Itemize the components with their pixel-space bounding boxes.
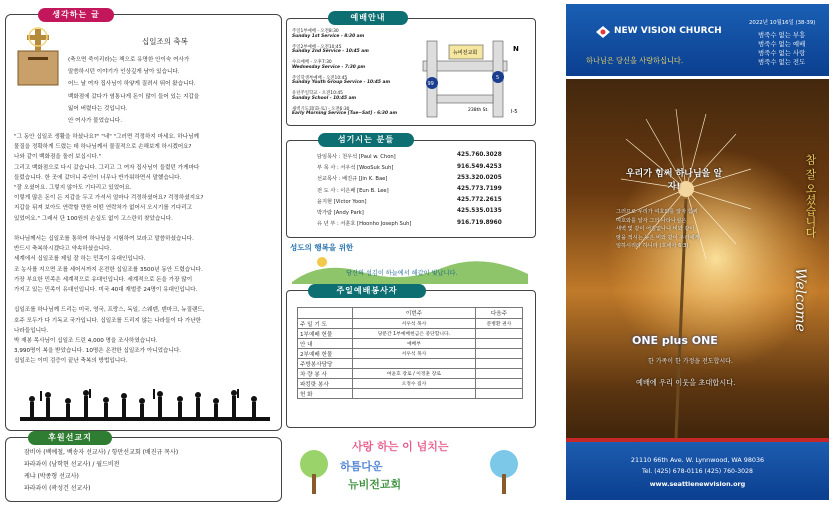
essay-line: 반드시 축복하시겠다고 약속하셨습니다. (14, 246, 112, 253)
essay-box (5, 14, 282, 431)
volunteer-next-week (475, 329, 522, 339)
svg-text:99: 99 (427, 81, 434, 87)
essay-line: 하나님께서는 십일조를 통하여 하나님을 시험하여 보라고 말씀하셨습니다. (14, 236, 194, 242)
compass-north: N (513, 45, 519, 53)
service-ko: 주일1부예배 - 오전8:30 (292, 29, 339, 34)
essay-line: 3,990명이 복을 받았습니다. 10명은 온전한 십일조가 아니었습니다. (14, 348, 182, 355)
bulletin-cover (566, 4, 829, 500)
mission-item: 잠비아 (백예철, 백송자 선교사) / 항만선교회 (배진규 목사) (24, 449, 179, 456)
church-map (413, 31, 531, 123)
staff-name: 전 도 사 : 이은배 [Eun B. Lee] (317, 187, 389, 194)
cover-vertical-ko: 참 잘 오셨습니다 (804, 154, 817, 238)
banner-line1: 성도의 행복을 위한 (290, 243, 354, 252)
essay-line: 세계에서 십일조를 제일 잘 하는 민족이 유대인입니다. (14, 256, 146, 263)
volunteer-next-week (475, 339, 522, 349)
worship-box (286, 18, 536, 126)
service-ko: 새벽기도회[화-토] - 오전6:30 (292, 106, 350, 112)
staff-phone: 425.773.7199 (457, 186, 502, 192)
table-row (298, 369, 523, 379)
table-header-row (298, 308, 523, 319)
staff-name: 윤지현 [Victor Yoon] (317, 198, 367, 205)
essay-line: "잘 오셨어요. 그렇지 않아도 기다리고 있었어요. (14, 185, 132, 191)
volunteer-role: 1부예배 헌물 (298, 329, 353, 339)
volunteer-this-week: 당분간 1부예배헌금은 중단합니다. (353, 329, 476, 339)
staff-name: 담임목사 : 천우석 [Paul w. Chon] (317, 154, 396, 160)
volunteer-next-week (475, 349, 522, 359)
volunteer-next-week (475, 359, 522, 369)
essay-line: 있었어요." 그래서 단 100원의 손실도 없이 고스란히 찾았습니다. (14, 215, 173, 222)
staff-name: 선교목사 : 배진규 [Jin K. Bae] (317, 176, 388, 183)
volunteer-this-week: 오정수 집사 (353, 379, 476, 389)
worship-ribbon: 예배안내 (328, 11, 408, 25)
service-ko: 주일2부예배 - 오전10:45 (292, 44, 342, 50)
verse-line: 그러므로 우리가 여호와를 알자 힘써 (616, 209, 698, 215)
service-en: Early Morning Service [Tue~Sat] - 6:30 am (292, 111, 398, 116)
essay-line: 호주 모두가 다 기독교 국가입니다. 십일조를 드리지 않는 나라들이 다 가난한 (14, 317, 202, 324)
verse-line: 임하시리라 하니라 (호세아 6:3) (616, 243, 689, 250)
volunteer-table (297, 307, 523, 399)
essay-line: 십일조를 하나님께 드리는 미국, 영국, 프랑스, 독일, 스웨덴, 덴마크, 뉴질랜드, (14, 307, 205, 314)
logo-tree-right (484, 446, 524, 496)
essay-line: 지갑을 뒤져 보아도 연락할 만한 어떤 연락처가 없어서 오시기를 기다리고 (14, 205, 193, 212)
essay-line: 가장 부요한 민족은 세계적으로 유대인입니다. 세계적으로 돈을 가장 많이 (14, 276, 193, 283)
essay-line: 안 여사가 물었습니다. (68, 118, 122, 124)
table-row (298, 339, 523, 349)
volunteer-role: 2부예배 헌물 (298, 349, 353, 359)
cover-vertical-en: Welcome (792, 268, 808, 332)
staff-phone: 425.772.2615 (457, 197, 502, 204)
staff-name: 유 년 부 : 서훈호 [Hoonho Joseph Suh] (317, 221, 412, 228)
service-en: Sunday Youth Group Service - 10:45 am (292, 80, 391, 85)
table-row (298, 349, 523, 359)
essay-line: 이렇게 많은 돈이 든 지갑을 두고 가셔서 얼마나 걱정하셨어요? 걱정하셨지요? (14, 195, 204, 202)
volunteer-this-week: 예배부 (353, 339, 476, 349)
essay-line: 들렀습니다. 한 곳에 갔더니 주인이 너무나 반가워하면서 말했습니다. (14, 174, 182, 181)
mission-item: 파라과이 (남학현 선교사) / 월드비전 (24, 461, 120, 468)
verse-line: 새벽 빛 같이 어김없나니 비와 같이 (616, 226, 695, 233)
essay-title: 십일조의 축복 (142, 37, 188, 46)
invite-line1: 한 가족이 한 가정을 전도합시다. (648, 358, 733, 365)
volunteer-role: 파킹랏 봉사 (298, 379, 353, 389)
essay-line: 나라들입니다. (14, 327, 49, 334)
volunteer-next-week (475, 369, 522, 379)
essay-line: (축으면 죽이리라)는 책으로 유명한 안이숙 여사가 (68, 57, 190, 63)
essay-line: 가지고 있는 민족이 유대인입니다. 미국 40대 재벌중 24명이 유대인입니다. (14, 287, 198, 293)
essay-line: 말씀하시던 이야기가 인상깊게 남아 있습니다. (68, 69, 180, 76)
volunteer-role: 헌 화 (298, 389, 353, 399)
service-en: Sunday 2nd Service - 10:45 am (292, 49, 369, 54)
essay-ribbon: 생각하는 글 (38, 8, 114, 22)
table-row (298, 389, 523, 399)
header-next-week: 다음주 (475, 308, 522, 319)
cover-footer (566, 442, 829, 500)
worship-silhouette-illustration (20, 389, 270, 421)
essay-line: 십일조는 이미 검증이 끝난 축복의 방법입니다. (14, 358, 128, 365)
staff-name: 박가람 [Andy Park] (317, 210, 364, 216)
header-blank (298, 308, 353, 319)
volunteer-role: 주 일 기 도 (298, 319, 353, 329)
missions-box (5, 437, 282, 502)
banner-line2: 당신의 섬김이 하늘에서 해같이 빛납니다. (346, 270, 458, 277)
church-phone: Tel. (425) 678-0116 (425) 760-3028 (642, 468, 753, 475)
staff-phone: 425.760.3028 (457, 152, 502, 159)
volunteer-this-week (353, 389, 476, 399)
map-road-label: 238th St. (468, 108, 489, 113)
essay-line: "그 동안 십일조 생활을 하셨나요?" "네" "그러면 걱정하지 마세요. 하나님께 (14, 134, 199, 140)
header-this-week: 이번주 (353, 308, 476, 319)
church-logo (288, 432, 534, 502)
essay-line: 어느 날 여자 집사님이 하얗게 질려서 뛰어 왔습니다. (68, 81, 196, 88)
service-banner (286, 240, 534, 285)
table-row (298, 359, 523, 369)
volunteer-next-week: 문병환 권사 (475, 319, 522, 329)
service-ko: 주일학생부예배 - 오전10:45 (292, 75, 348, 81)
motto-item: 범죽수 없는 예배 (758, 40, 806, 48)
one-plus-one: ONE plus ONE (632, 334, 718, 347)
service-en: Wednesday Service - 7:30 pm (292, 64, 366, 70)
staff-ribbon: 섬기시는 분들 (318, 133, 414, 147)
volunteer-next-week (475, 389, 522, 399)
offering-box-illustration (14, 27, 62, 91)
volunteer-next-week (475, 379, 522, 389)
staff-name: 부 목 사 : 서우석 [WooSuk Suh] (317, 165, 394, 172)
motto-item: 범죽수 없는 부흥 (758, 31, 806, 39)
volunteer-rows (298, 319, 523, 399)
service-en: Sunday School - 10:45 am (292, 95, 357, 101)
essay-line: 잃어 버렸다는 것입니다. (68, 105, 128, 112)
essay-line: 그리고 백화점으로 다시 갔습니다. 그리고 그 여자 집사님이 들렀던 가게마다 (14, 164, 200, 171)
service-ko: 수요예배 - 오후7:30 (292, 60, 332, 65)
staff-phone: 916.719.8960 (457, 219, 502, 226)
service-ko: 유년주일학교 - 오전10:45 (292, 91, 343, 96)
bulletin-date: 2022년 10월16일 (38-39) (749, 20, 816, 26)
mission-item: 케냐 (박종형 선교사) (24, 473, 79, 480)
essay-line: 물질을 정확하게 드렸는 데 하나님께서 물질적으로 손해보게 하시겠어요? (14, 144, 192, 151)
volunteers-box (286, 290, 536, 428)
invite-line2: 예배에 우리 이웃을 초대합시다. (636, 378, 736, 387)
logo-line1: 사랑 하는 이 넘치는 (352, 440, 449, 453)
staff-box (286, 140, 536, 238)
cover-tagline: 하나님은 당신을 사랑하십니다. (586, 56, 684, 65)
missions-ribbon: 후원선교지 (28, 431, 112, 445)
left-column (0, 0, 283, 507)
logo-tree (294, 446, 334, 496)
essay-line: 박 재봉 목사님이 십일조 드린 4,000 명을 조사하였습니다. (14, 338, 158, 344)
logo-line3: 뉴비전교회 (348, 478, 402, 491)
verse-line: 땅을 적시는 늦은 비와 같이 우리에게 (616, 234, 700, 241)
service-en: Sunday 1st Service - 8:30 am (292, 33, 365, 39)
map-building-label: 뉴비전교회 (453, 50, 478, 56)
table-row (298, 379, 523, 389)
staff-phone: 425.535.0135 (457, 208, 502, 215)
svg-text:5: 5 (496, 75, 500, 81)
church-name: NEW VISION CHURCH (614, 26, 722, 36)
church-address: 21110 66th Ave. W. Lynnwood, WA 98036 (630, 456, 765, 464)
volunteer-role: 차 량 봉 사 (298, 369, 353, 379)
table-row (298, 319, 523, 329)
church-logo-icon (596, 26, 610, 38)
cover-header (566, 4, 829, 76)
cover-theme: 우리가 힘써 하나님을 알자! (625, 169, 723, 192)
volunteer-role: 주방봉사담당 (298, 359, 353, 369)
essay-line: 백화점에 갔다가 염통나게 돈이 많이 들어 있는 지갑을 (68, 93, 200, 100)
motto-item: 범죽수 없는 전도 (758, 58, 806, 66)
staff-phone: 916.549.4253 (457, 163, 502, 170)
verse-line: 여호와를 알자 그의 나타나심은 (616, 217, 687, 224)
volunteer-this-week: 서우석 목사 (353, 319, 476, 329)
essay-line: 조 농사를 지으면 조를 세어서까지 온전한 십일조를 3500년 동안 드렸습니다. (14, 266, 203, 273)
volunteer-this-week: 서우석 목사 (353, 349, 476, 359)
volunteers-ribbon: 주일예배봉사자 (308, 284, 426, 298)
church-website[interactable]: www.seattlenewvision.org (649, 480, 746, 488)
logo-line2: 하틈다운 (340, 460, 383, 473)
table-row (298, 329, 523, 339)
volunteer-this-week (353, 359, 476, 369)
mission-item: 파라과이 (곽성건 선교사) (24, 485, 91, 492)
essay-line: 나와 같이 백화점을 돌러 보십시다." (14, 154, 102, 161)
staff-phone: 253.320.0205 (457, 174, 502, 181)
motto-item: 범죽수 없는 사랑 (758, 49, 806, 57)
map-exit-label: I-5 (511, 109, 518, 115)
volunteer-this-week: 여윤호 장로 / 이정훈 장로 (353, 369, 476, 379)
volunteer-role: 안 내 (298, 339, 353, 349)
